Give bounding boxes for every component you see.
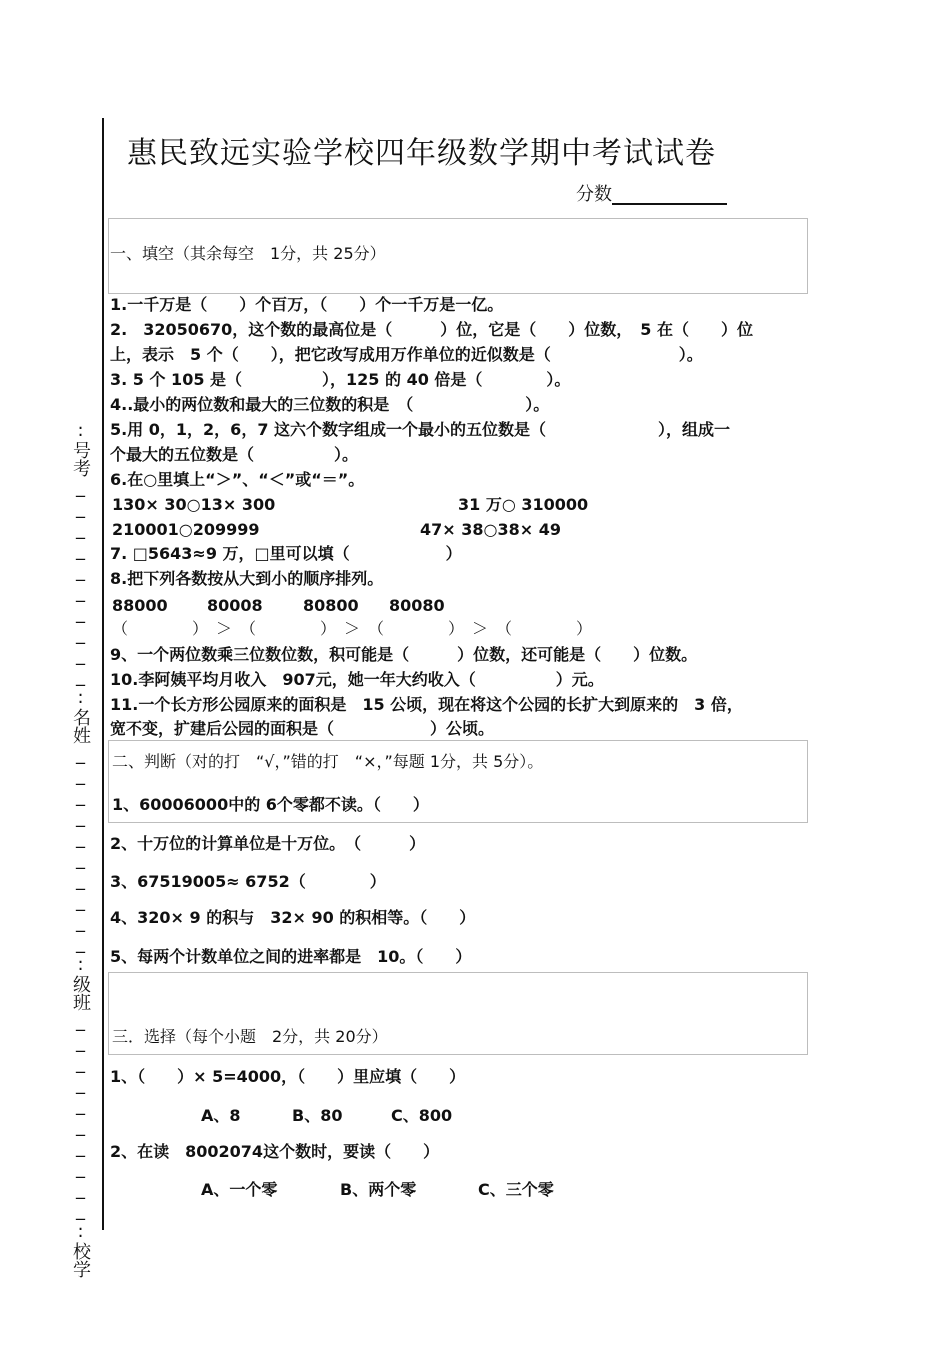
question-1-11a: 11.一个长方形公园原来的面积是 15 公顷，现在将这个公园的长扩大到原来的 3 倍， (110, 695, 743, 714)
q8-order-blanks: （ ） ＞ （ ） ＞ （ ） ＞ （ ） (112, 619, 593, 638)
question-1-8: 8.把下列各数按从大到小的顺序排列。 (110, 569, 384, 588)
question-1-6-r1-left: 130× 30○13× 300 (112, 495, 276, 514)
question-1-2a: 2. 32050670，这个数的最高位是（ ）位，它是（ ）位数， 5 在（ ）位 (110, 320, 753, 339)
page-title: 惠民致远实验学校四年级数学期中考试试卷 (127, 136, 716, 171)
section1-header: 一、填空（其余每空 1分，共 25分） (110, 244, 386, 263)
question-1-5a: 5.用 0，1，2，6，7 这六个数字组成一个最小的五位数是（ ），组成一 (110, 420, 731, 439)
section3-header: 三．选择（每个小题 2分，共 20分） (112, 1027, 388, 1046)
score-blank[interactable] (612, 185, 727, 205)
question-3-2-option-c: C、三个零 (478, 1180, 554, 1199)
q8-number-3: 80800 (303, 596, 359, 615)
question-2-2: 2、十万位的计算单位是十万位。 （ ） (110, 834, 426, 853)
question-3-2: 2、在读 8002074这个数时，要读（ ） (110, 1142, 440, 1161)
q8-number-2: 80008 (207, 596, 263, 615)
question-1-10: 10.李阿姨平均月收入 907元，她一年大约收入（ ）元。 (110, 670, 604, 689)
question-1-2b: 上，表示 5 个（ ），把它改写成用万作单位的近似数是（ ）。 (110, 345, 703, 364)
q8-number-1: 88000 (112, 596, 168, 615)
question-3-1-option-c: C、800 (391, 1106, 453, 1125)
section2-header: 二、判断（对的打 “√，”错的打 “×，”每题 1分，共 5分）。 (112, 752, 544, 771)
question-2-5: 5、每两个计数单位之间的进率都是 10。（ ） (110, 947, 472, 966)
question-1-6-r2-left: 210001○209999 (112, 520, 260, 539)
question-1-6-r2-right: 47× 38○38× 49 (420, 520, 561, 539)
question-2-3: 3、67519005≈ 6752（ ） (110, 872, 386, 891)
question-1-6-r1-right: 31 万○ 310000 (458, 495, 589, 514)
binding-line (102, 118, 104, 1230)
question-2-4: 4、320× 9 的积与 32× 90 的积相等。（ ） (110, 908, 476, 927)
question-3-1-option-a: A、8 (201, 1106, 241, 1125)
question-1-1: 1.一千万是（ ）个百万，（ ）个一千万是一亿。 (110, 295, 504, 314)
score-label: 分数 (576, 184, 612, 205)
question-3-1-option-b: B、80 (292, 1106, 343, 1125)
question-3-2-option-a: A、一个零 (201, 1180, 278, 1199)
question-1-5b: 个最大的五位数是（ ）。 (110, 445, 359, 464)
question-1-4: 4..最小的两位数和最大的三位数的积是 （ ）。 (110, 395, 550, 414)
question-2-1: 1、60006000中的 6个零都不读。（ ） (112, 795, 429, 814)
question-1-7: 7. □5643≈9 万，□里可以填（ ） (110, 544, 462, 563)
question-1-11b: 宽不变，扩建后公园的面积是（ ）公顷。 (110, 719, 495, 738)
question-1-9: 9、一个两位数乘三位数位数，积可能是（ ）位数，还可能是（ ）位数。 (110, 645, 698, 664)
question-3-2-option-b: B、两个零 (340, 1180, 417, 1199)
score-field (576, 185, 727, 205)
question-1-6: 6.在○里填上“＞”、“＜”或“＝”。 (110, 470, 365, 489)
question-3-1: 1、（ ）× 5=4000，（ ）里应填（ ） (110, 1067, 466, 1086)
question-1-3: 3. 5 个 105 是（ ），125 的 40 倍是（ ）。 (110, 370, 571, 389)
binding-side-text: :号考__________:名姓__________:级班__________:校学 (70, 420, 91, 1278)
q8-number-4: 80080 (389, 596, 445, 615)
